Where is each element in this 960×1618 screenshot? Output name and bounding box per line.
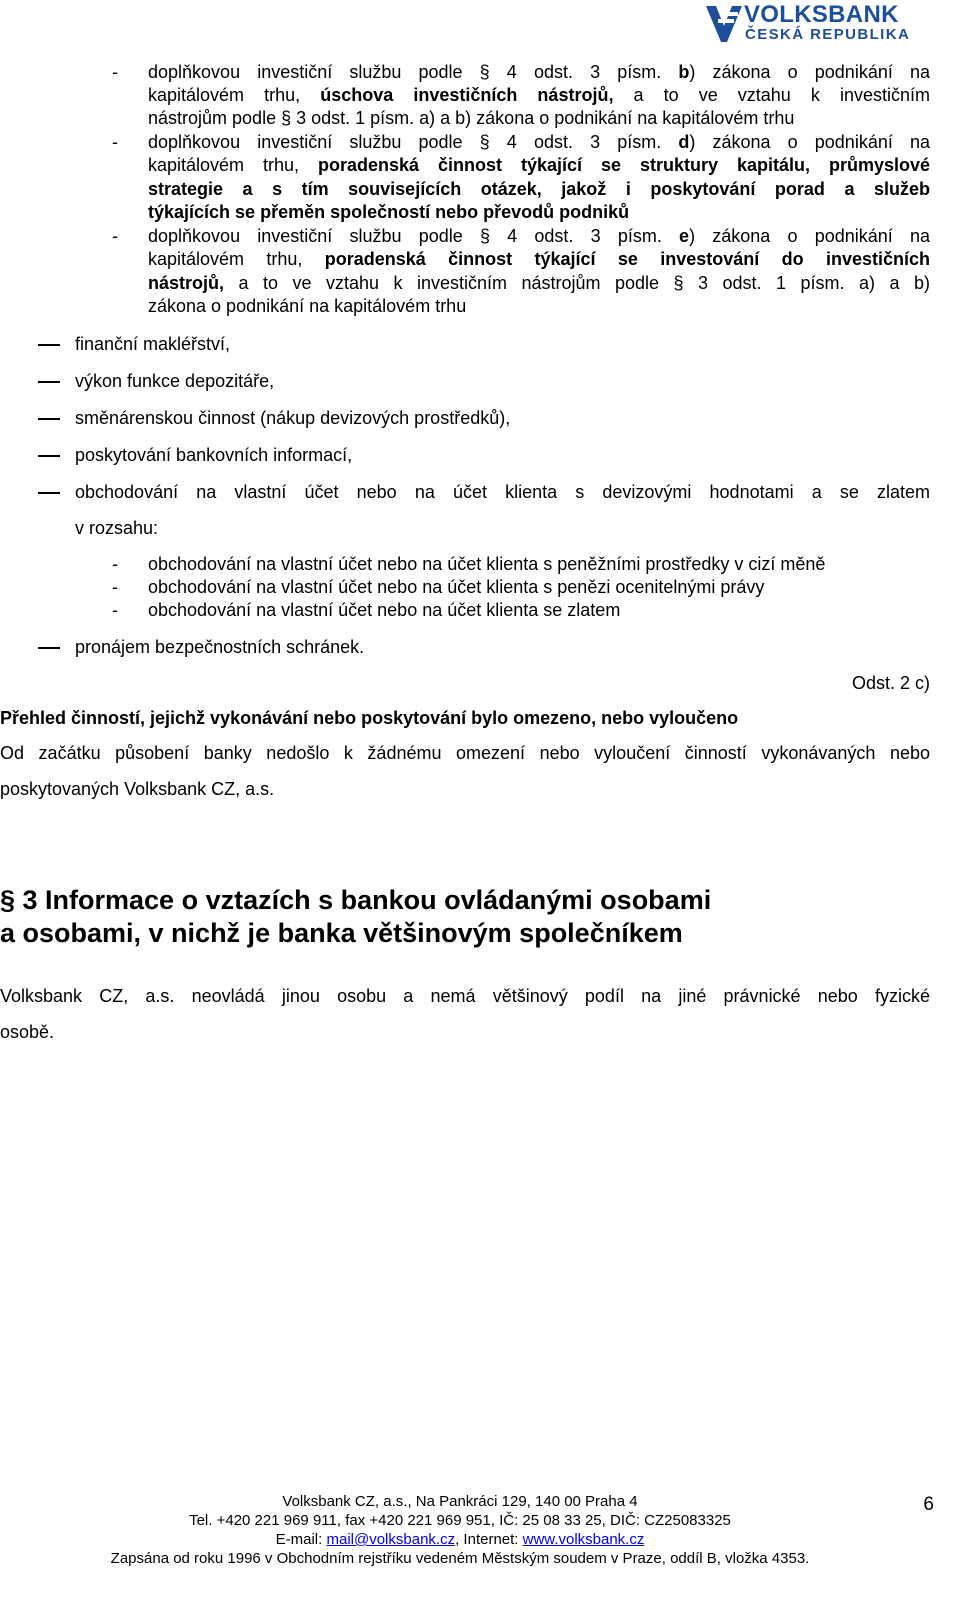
footer-registry: Zapsána od roku 1996 v Obchodním rejstříku vedeném Městským soudem v Praze, oddíl B, vložka 4353.: [110, 1550, 810, 1567]
trading-item: obchodování na vlastní účet nebo na účet klienta s peněžními prostředky v cizí měně: [148, 554, 826, 574]
list-bullet-dash: [38, 647, 60, 649]
sub-item-marker: -: [112, 132, 118, 152]
section-heading-line-2: a osobami, v nichž je banka většinovým společníkem: [0, 918, 683, 948]
trading-item: obchodování na vlastní účet nebo na účet klienta se zlatem: [148, 600, 621, 620]
sub-item-d-line-3: strategie a s tím souvisejících otázek, jakož i poskytování porad a služeb: [148, 179, 930, 199]
sub-item-e-line-1: doplňkovou investiční službu podle § 4 odst. 3 písm. e) zákona o podnikání na: [148, 226, 930, 246]
footer-contacts: Tel. +420 221 969 911, fax +420 221 969 951, IČ: 25 08 33 25, DIČ: CZ25083325: [189, 1512, 731, 1529]
sub-item-b-line-1: doplňkovou investiční službu podle § 4 odst. 3 písm. b) zákona o podnikání na: [148, 62, 930, 82]
volksbank-logo-icon: [706, 4, 742, 42]
relations-text-line-2: osobě.: [0, 1022, 55, 1042]
list-item: výkon funkce depozitáře,: [75, 371, 275, 391]
list-item-trading: obchodování na vlastní účet nebo na účet klienta s devizovými hodnotami a se zlatem: [75, 482, 930, 502]
sub-item-marker: -: [112, 226, 118, 246]
sub-item-d-line-1: doplňkovou investiční službu podle § 4 odst. 3 písm. d) zákona o podnikání na: [148, 132, 930, 152]
list-bullet-dash: [38, 344, 60, 346]
footer-web-link[interactable]: www.volksbank.cz: [522, 1531, 645, 1548]
list-item: poskytování bankovních informací,: [75, 445, 353, 465]
footer-address: Volksbank CZ, a.s., Na Pankráci 129, 140 00 Praha 4: [282, 1493, 638, 1510]
section-heading-line-1: § 3 Informace o vztazích s bankou ovládanými osobami: [0, 885, 712, 915]
volksbank-logo: [706, 2, 946, 46]
footer-links: E-mail: mail@volksbank.cz, Internet: www.volksbank.cz: [275, 1531, 645, 1548]
trading-item-marker: -: [112, 600, 118, 620]
sub-item-b-line-3: nástrojům podle § 3 odst. 1 písm. a) a b) zákona o podnikání na kapitálovém trhu: [148, 108, 795, 128]
list-item: směnárenskou činnost (nákup devizových prostředků),: [75, 408, 511, 428]
logo-brand-text: VOLKSBANK: [744, 1, 899, 28]
sub-item-b-line-2: kapitálovém trhu, úschova investičních nástrojů, a to ve vztahu k investičním: [148, 85, 930, 105]
sub-item-e-line-2: kapitálovém trhu, poradenská činnost týkající se investování do investičních: [148, 249, 930, 269]
list-bullet-dash: [38, 418, 60, 420]
list-bullet-dash: [38, 455, 60, 457]
trading-item-marker: -: [112, 577, 118, 597]
sub-item-e-line-4: zákona o podnikání na kapitálovém trhu: [148, 296, 467, 316]
footer-email-link[interactable]: mail@volksbank.cz: [326, 1531, 456, 1548]
list-item-last: pronájem bezpečnostních schránek.: [75, 637, 365, 657]
relations-text-line-1: Volksbank CZ, a.s. neovládá jinou osobu a nemá většinový podíl na jiné právnické nebo fyzické: [0, 986, 930, 1006]
logo-subtitle-text: ČESKÁ REPUBLIKA: [745, 26, 911, 43]
trading-intro: v rozsahu:: [75, 518, 159, 538]
sub-item-d-line-2: kapitálovém trhu, poradenská činnost týkající se struktury kapitálu, průmyslové: [148, 155, 930, 175]
restriction-title: Přehled činností, jejichž vykonávání nebo poskytování bylo omezeno, nebo vyloučeno: [0, 708, 739, 728]
page-number: 6: [923, 1494, 934, 1515]
section-reference: Odst. 2 c): [851, 673, 930, 693]
sub-item-marker: -: [112, 62, 118, 82]
restriction-text-line-2: poskytovaných Volksbank CZ, a.s.: [0, 779, 275, 799]
sub-item-e-line-3: nástrojů, a to ve vztahu k investičním nástrojům podle § 3 odst. 1 písm. a) a b): [148, 273, 930, 293]
sub-item-d-line-4: týkajících se přeměn společností nebo převodů podniků: [148, 202, 630, 222]
list-item: finanční makléřství,: [75, 334, 231, 354]
restriction-text-line-1: Od začátku působení banky nedošlo k žádnému omezení nebo vyloučení činností vykonávaných nebo: [0, 743, 930, 763]
list-bullet-dash: [38, 492, 60, 494]
trading-item-marker: -: [112, 554, 118, 574]
list-bullet-dash: [38, 381, 60, 383]
trading-item: obchodování na vlastní účet nebo na účet klienta s penězi ocenitelnými právy: [148, 577, 765, 597]
